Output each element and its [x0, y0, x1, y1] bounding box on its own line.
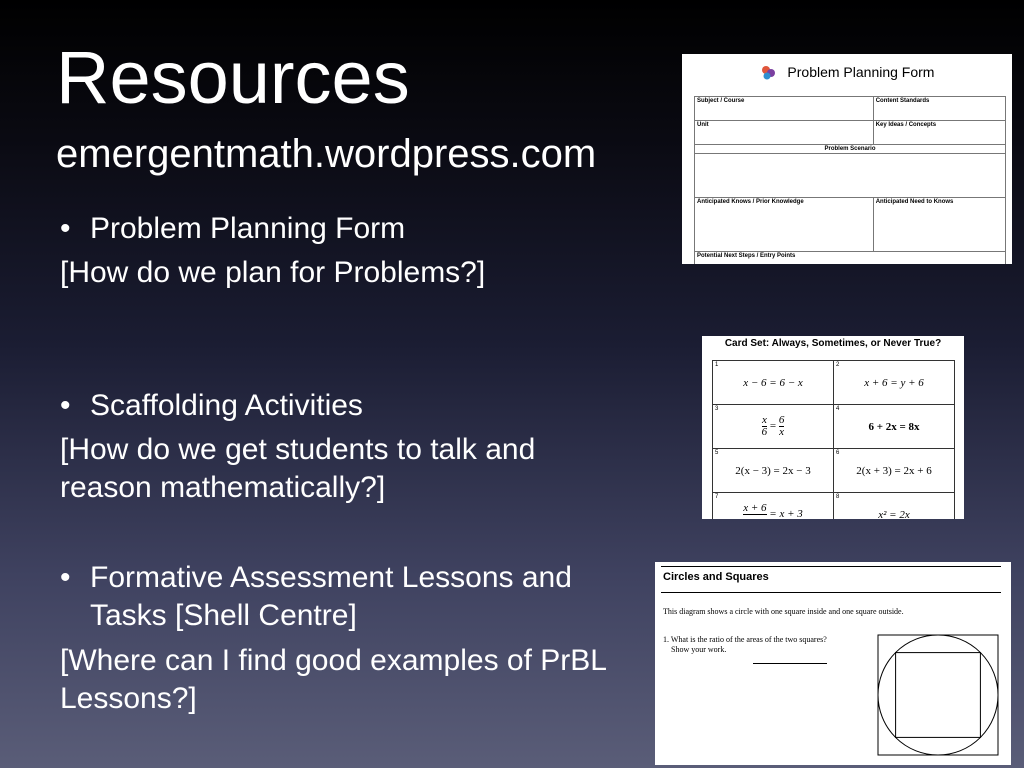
bullet-text: Problem Planning Form — [90, 212, 406, 245]
cell-key-ideas: Key Ideas / Concepts — [873, 121, 1005, 145]
bullet-text — [90, 559, 572, 635]
note-scaffolding — [60, 431, 535, 507]
circles-squares-question: 1. What is the ratio of the areas of the two squares? Show your work. — [663, 635, 827, 654]
circle-squares-diagram — [875, 632, 1001, 758]
card-grid — [712, 360, 955, 519]
cell-next-steps: Potential Next Steps / Entry Points — [695, 252, 1006, 265]
cell-scenario-body — [695, 154, 1006, 198]
card: 5 2(x − 3) = 2x − 3 — [713, 449, 834, 493]
bullet-line: Tasks [Shell Centre] — [90, 599, 357, 632]
card: 7 x + 6 = x + 3 — [713, 493, 834, 520]
slide-title: Resources — [56, 36, 410, 119]
bullet-text: Scaffolding Activities — [90, 389, 363, 422]
note-line: Lessons?] — [60, 682, 197, 715]
card-set-image — [702, 336, 964, 519]
card-set-heading: Card Set: Always, Sometimes, or Never True? — [724, 338, 942, 349]
cell-unit: Unit — [695, 121, 874, 145]
note-line: [Where can I find good examples of PrBL — [60, 644, 607, 677]
bullet-dot: • — [60, 212, 71, 245]
cell-knows: Anticipated Knows / Prior Knowledge — [695, 198, 874, 252]
note-line: reason mathematically?] — [60, 471, 386, 504]
bullet-dot: • — [60, 389, 71, 422]
planning-form-image — [682, 54, 1012, 264]
note-formative — [60, 642, 607, 718]
card: 1 x − 6 = 6 − x — [713, 361, 834, 405]
divider — [661, 566, 1001, 567]
bullet-planning-form — [60, 210, 405, 248]
divider — [661, 592, 1001, 593]
circles-squares-heading: Circles and Squares — [663, 571, 769, 583]
planning-form-heading: Problem Planning Form — [787, 64, 935, 80]
cell-standards: Content Standards — [873, 97, 1005, 121]
circles-squares-intro: This diagram shows a circle with one square inside and one square outside. — [663, 607, 904, 616]
logo-icon — [760, 64, 778, 82]
bullet-formative — [60, 559, 572, 635]
note-line: [How do we get students to talk and — [60, 433, 536, 466]
bullet-scaffolding — [60, 387, 363, 425]
slide-subtitle: emergentmath.wordpress.com — [56, 132, 597, 176]
card: 8 x² = 2x — [834, 493, 955, 520]
cell-need-to-knows: Anticipated Need to Knows — [873, 198, 1005, 252]
note-planning-form: [How do we plan for Problems?] — [60, 256, 486, 289]
card: 6 2(x + 3) = 2x + 6 — [834, 449, 955, 493]
card: 2 x + 6 = y + 6 — [834, 361, 955, 405]
planning-form-table — [694, 96, 1006, 264]
cell-scenario-label: Problem Scenario — [695, 145, 1006, 154]
card: 3 $\frac{x}{6}$ = $\frac{6}{x}$ — [713, 405, 834, 449]
answer-line — [753, 663, 827, 664]
bullet-dot: • — [60, 561, 71, 594]
card: 4 6 + 2x = 8x — [834, 405, 955, 449]
cell-subject: Subject / Course — [695, 97, 874, 121]
bullet-line: Formative Assessment Lessons and — [90, 561, 572, 594]
circles-squares-image — [655, 562, 1011, 765]
